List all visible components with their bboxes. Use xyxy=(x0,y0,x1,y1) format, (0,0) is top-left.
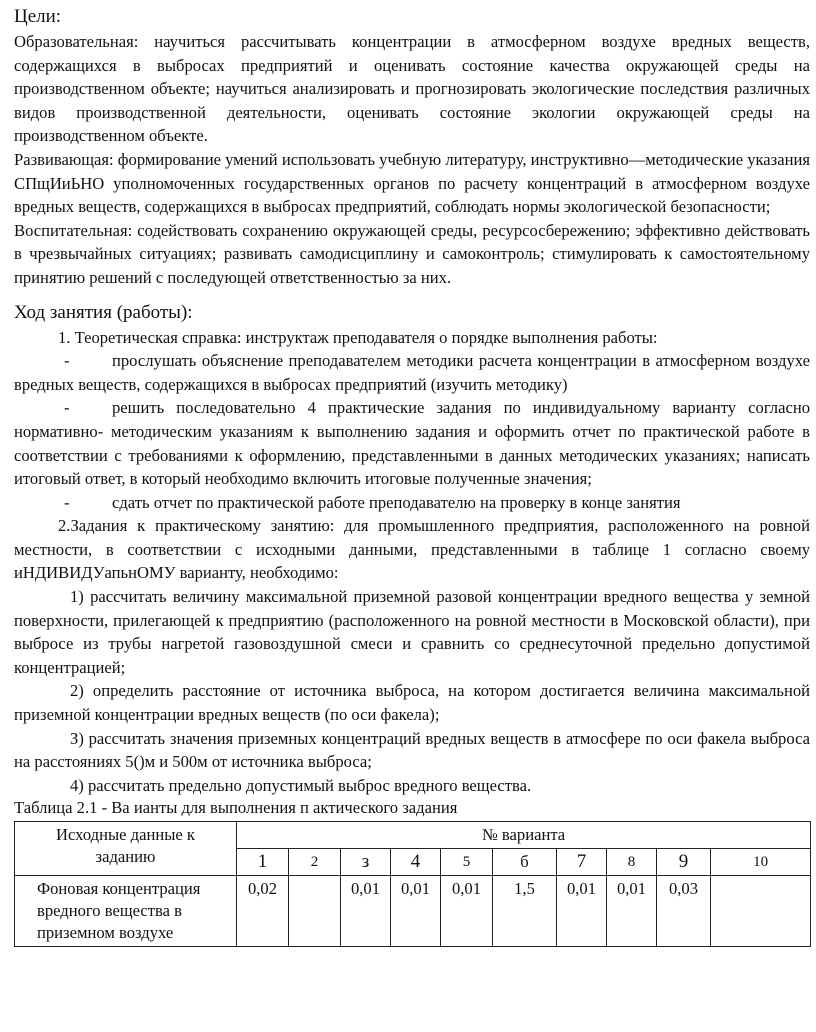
bullet-text: сдать отчет по практической работе преподавателю на проверку в конце занятия xyxy=(112,492,681,512)
goals-heading: Цели: xyxy=(14,6,62,27)
variant-number: б xyxy=(493,849,557,876)
table-caption: Таблица 2.1 - Ва ианты для выполнения п актического задания xyxy=(14,798,458,818)
row-label: Фоновая концентрация вредного вещества в приземном воздухе xyxy=(15,876,237,947)
variant-number: 7 xyxy=(557,849,607,876)
task-item-1: 1) рассчитать величину максимальной приземной разовой концентрации вредного вещества у земной поверхности, прилегающей к предприятию (расположенного на ровной местности в Московской области), при выбросе из трубы нагретой газовоздушной смеси и сравнить со среднесуточной предельно допустимой концентрацией; xyxy=(14,587,810,677)
table-cell: 0,01 xyxy=(391,876,441,947)
table-cell xyxy=(711,876,811,947)
variant-number: 4 xyxy=(391,849,441,876)
task-item-3: З) рассчитать значения приземных концентраций вредных веществ в атмосфере по оси факела выброса на расстояниях 5()м и 500м от источника выброса; xyxy=(14,728,810,772)
task-item-2: 2) определить расстояние от источника выброса, на котором достигается величина максимальной приземной концентрации вредных веществ (по оси факела); xyxy=(14,681,810,725)
goal-educational: Образовательная: научиться рассчитывать концентрации в атмосферном воздухе вредных веществ, содержащихся в выбросах предприятий и оценивать состояние качества окружающей среды на производственном объекте; научиться анализировать и прогнозировать экологические последствия различных видов производственной деятельности, оценивать состояние экологии окружающей среды на производственном объекте. xyxy=(14,32,810,146)
table-cell: 0,02 xyxy=(237,876,289,947)
variant-number: 10 xyxy=(711,849,811,876)
dash-marker: - xyxy=(64,492,70,512)
goal-developing: Развивающая: формирование умений использовать учебную литературу, инструктивно—методические указания СПщИиЬНО уполномоченных государственных органов по расчету концентраций в атмосферном воздухе вредных веществ, содержащихся в выбросах предприятий, соблюдать нормы экологической безопасности; xyxy=(14,149,810,217)
bullet-item xyxy=(14,491,810,515)
bullet-item xyxy=(14,349,810,396)
dash-marker: - xyxy=(64,398,70,418)
col-header-input-data: Исходные данные к заданию xyxy=(15,822,237,876)
table-header-row xyxy=(15,822,811,849)
goal-upbringing: Воспитательная: содействовать сохранению окружающей среды, ресурсосбережению; эффективно действовать в чрезвычайных ситуациях; развивать самодисциплину и самоконтроль; стимулировать к самостоятельному принятию решений с последующей ответственностью за них. xyxy=(14,220,810,287)
table-cell: 1,5 xyxy=(493,876,557,947)
bullet-text: прослушать объяснение преподавателем методики расчета концентрации в атмосферном воздухе вредных веществ, содержащихся в выбросах предприятий (изучить методику) xyxy=(14,351,810,394)
variant-number: 9 xyxy=(657,849,711,876)
table-cell: 0,01 xyxy=(341,876,391,947)
table-cell: 0,03 xyxy=(657,876,711,947)
variant-number: 5 xyxy=(441,849,493,876)
table-cell xyxy=(289,876,341,947)
variants-table xyxy=(14,821,811,947)
variant-number: 2 xyxy=(289,849,341,876)
variant-number: з xyxy=(341,849,391,876)
variant-header: № варианта xyxy=(237,822,811,849)
document-page xyxy=(14,4,810,947)
bullet-text: решить последовательно 4 практические задания по индивидуальному варианту согласно нормативно- методическим указаниям к выполнению задания и оформить отчет по практической работе в соответствии с требованиями к оформлению, представленными в данных методических указаниях; написать итоговый ответ, в который необходимо включить итоговые полученные значения; xyxy=(14,398,810,489)
table-cell: 0,01 xyxy=(607,876,657,947)
table-cell: 0,01 xyxy=(557,876,607,947)
variant-number: 1 xyxy=(237,849,289,876)
table-row xyxy=(15,876,811,947)
table-cell: 0,01 xyxy=(441,876,493,947)
task-item-4: 4) рассчитать предельно допустимый выброс вредного вещества. xyxy=(70,775,532,795)
bullet-item xyxy=(14,396,810,490)
dash-marker: - xyxy=(64,351,70,371)
procedure-item-2: 2.Задания к практическому занятию: для промышленного предприятия, расположенного на ровной местности, в соответствии с исходными данными, представленными в таблице 1 согласно своему иНДИВИДУапьнОМУ варианту, необходимо: xyxy=(14,516,810,583)
procedure-heading: Ход занятия (работы): xyxy=(14,301,193,323)
procedure-item-1: 1. Теоретическая справка: инструктаж преподавателя о порядке выполнения работы: xyxy=(58,327,658,347)
variant-number: 8 xyxy=(607,849,657,876)
